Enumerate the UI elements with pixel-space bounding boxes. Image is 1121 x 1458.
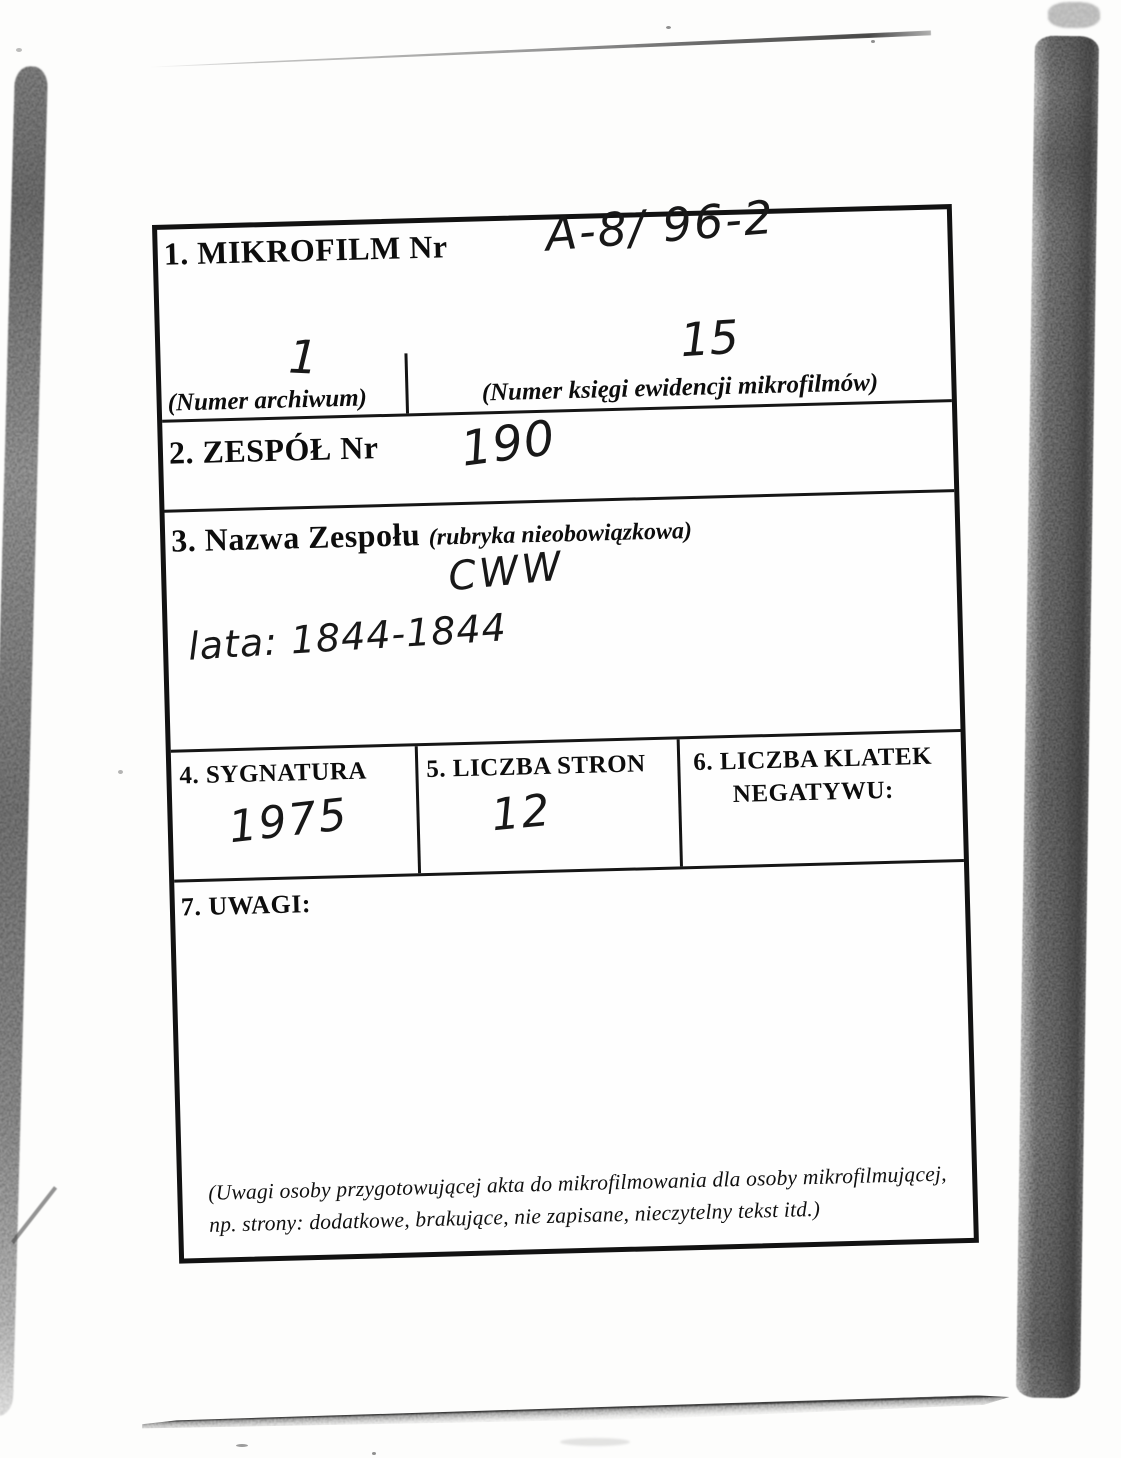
zespol-nr-label: 2. ZESPÓŁ Nr (168, 429, 379, 471)
numer-archiwum-cell (161, 353, 409, 419)
nazwa-zespolu-label-main: 3. Nazwa Zespołu (170, 516, 421, 559)
mikrofilm-nr-label: 1. MIKROFILM Nr (163, 228, 449, 272)
scan-speck (666, 26, 671, 29)
scan-speck (1048, 2, 1100, 28)
field-uwagi (174, 862, 973, 1256)
scan-speck (16, 48, 22, 52)
mikrofilm-nr-handwritten-value: A-8/ 96-2 (543, 189, 777, 262)
scan-speck (236, 1444, 248, 1447)
uwagi-label: 7. UWAGI: (180, 889, 312, 922)
liczba-stron-handwritten-value: 12 (489, 784, 554, 842)
scan-scratch-diagonal (11, 1186, 57, 1244)
scan-speck (372, 1452, 376, 1455)
field-mikrofilm-nr (157, 189, 952, 423)
liczba-stron-label: 5. LICZBA STRON (425, 750, 647, 784)
scan-speck (118, 770, 123, 774)
uwagi-footnote: (Uwagi osoby przygotowującej akta do mikrofilmowania dla osoby mikrofilmującej, np. strony: dodatkowe, brakujące, nie zapisane, nieczytelny tekst itd.) (208, 1161, 947, 1237)
scan-edge-band-right (1016, 36, 1099, 1399)
field-sygnatura (171, 746, 421, 879)
field-liczba-klatek-negatywu (680, 732, 964, 866)
numer-archiwum-handwritten-value: 1 (287, 329, 319, 385)
sygnatura-label: 4. SYGNATURA (179, 757, 368, 790)
nazwa-zespolu-handwritten-years: lata: 1844-1844 (186, 605, 508, 669)
field-nazwa-zespolu (165, 492, 961, 753)
scan-smudge-bottom (142, 1394, 1010, 1434)
field-liczba-stron (418, 739, 683, 873)
nazwa-zespolu-label (171, 509, 693, 560)
numer-ksiegi-handwritten-value: 15 (678, 309, 741, 368)
scan-speck (871, 40, 875, 43)
nazwa-zespolu-handwritten-name: CWW (446, 543, 567, 601)
nazwa-zespolu-label-note: (rubryka nieobowiązkowa) (428, 517, 693, 551)
microfilm-form-table (152, 189, 979, 1264)
numer-archiwum-label: (Numer archiwum) (167, 384, 368, 417)
scan-scratch-top (150, 30, 932, 70)
zespol-nr-handwritten-value: 190 (457, 409, 559, 478)
scan-edge-streak-left (0, 66, 48, 1416)
numer-ksiegi-label: (Numer księgi ewidencji mikrofilmów) (481, 369, 879, 407)
fields-sygnatura-strony-klatki (171, 732, 964, 883)
scan-speck (560, 1438, 630, 1446)
sygnatura-handwritten-value: 1975 (226, 789, 352, 854)
liczba-klatek-label: 6. LICZBA KLATEK NEGATYWU: (692, 742, 933, 808)
